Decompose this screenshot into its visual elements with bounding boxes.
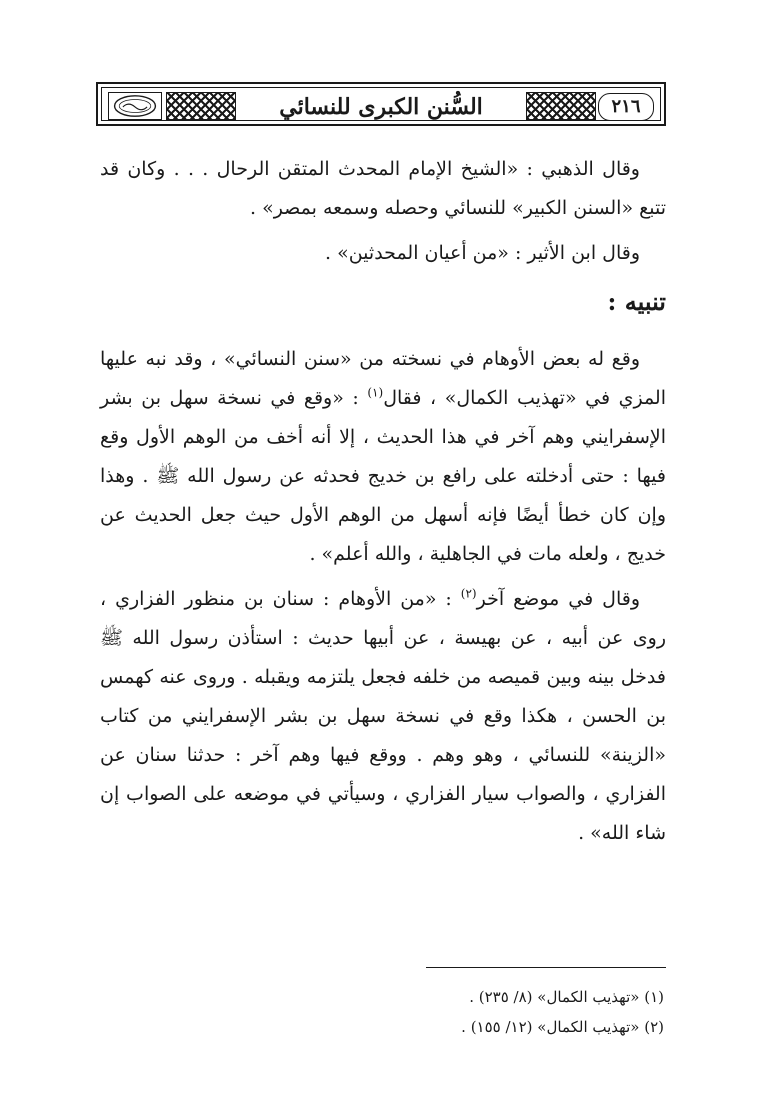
footnote-ref-1: (١): [367, 385, 384, 400]
intro-text: [100, 150, 666, 273]
paragraph-ibn-athir: وقال ابن الأثير : «من أعيان المحدثين» .: [325, 242, 640, 264]
paragraph-other-place: [100, 580, 666, 853]
footnote-2: (٢) «تهذيب الكمال» (١٢/ ١٥٥) .: [461, 1018, 664, 1036]
paragraph-mizzi: [100, 340, 666, 574]
paragraph-other-rest: : «من الأوهام : سنان بن منظور الفزاري ، روى عن أبيه ، عن بهيسة ، عن أبيها حديث : استأذن رسول الله ﷺ فدخل بينه وبين قميصه من خلفه فجعل يلتزمه ويقبله . وروى عنه كهمس بن الحسن ، هكذا وقع في نسخة سهل بن بشر الإسفرايني من كتاب «الزينة» للنسائي ، وهو وهم . ووقع فيها وهم آخر : حدثنا سنان عن الفزاري ، والصواب سيار الفزاري ، وسيأتي في موضعه على الصواب إن شاء الله» .: [100, 588, 666, 844]
footnote-ref-2: (٢): [460, 586, 477, 601]
header-frame: [101, 87, 661, 121]
paragraph-dhahabi: وقال الذهبي : «الشيخ الإمام المحدث المتقن الرحال . . . وكان قد تتبع «السنن الكبير» للنسائي وحصله وسمعه بمصر» .: [100, 158, 666, 219]
note-text: [100, 340, 666, 853]
note-heading: تنبيه :: [607, 287, 666, 316]
seal-emblem: [108, 92, 162, 120]
footnote-separator: [426, 967, 666, 968]
paragraph-mizzi-start: وقع له بعض الأوهام في نسخته من «سنن النسائي» ، وقد نبه عليها المزي في «تهذيب الكمال» ، فقال: [100, 348, 667, 409]
page-header: [96, 82, 666, 126]
footnotes: [244, 982, 664, 1042]
paragraph-mizzi-rest: : «وقع في نسخة سهل بن بشر الإسفرايني وهم آخر في هذا الحديث ، إلا أنه أخف من الوهم الأول وقع فيها : حتى أدخلته على رافع بن خديج فحدثه عن رسول الله ﷺ . وهذا وإن كان خطأ أيضًا فإنه أسهل من الوهم الأول حيث جعل الحديث عن خديج ، ولعله مات في الجاهلية ، والله أعلم» .: [100, 387, 666, 565]
page-number: ٢١٦: [598, 93, 654, 121]
header-ornament-right: [526, 92, 596, 120]
running-title: السُّنن الكبرى للنسائي: [279, 94, 483, 120]
header-ornament-left: [166, 92, 236, 120]
seal-icon: [109, 93, 161, 119]
paragraph-other-start: وقال في موضع آخر: [476, 588, 640, 610]
footnote-1: (١) «تهذيب الكمال» (٨/ ٢٣٥) .: [469, 988, 664, 1006]
